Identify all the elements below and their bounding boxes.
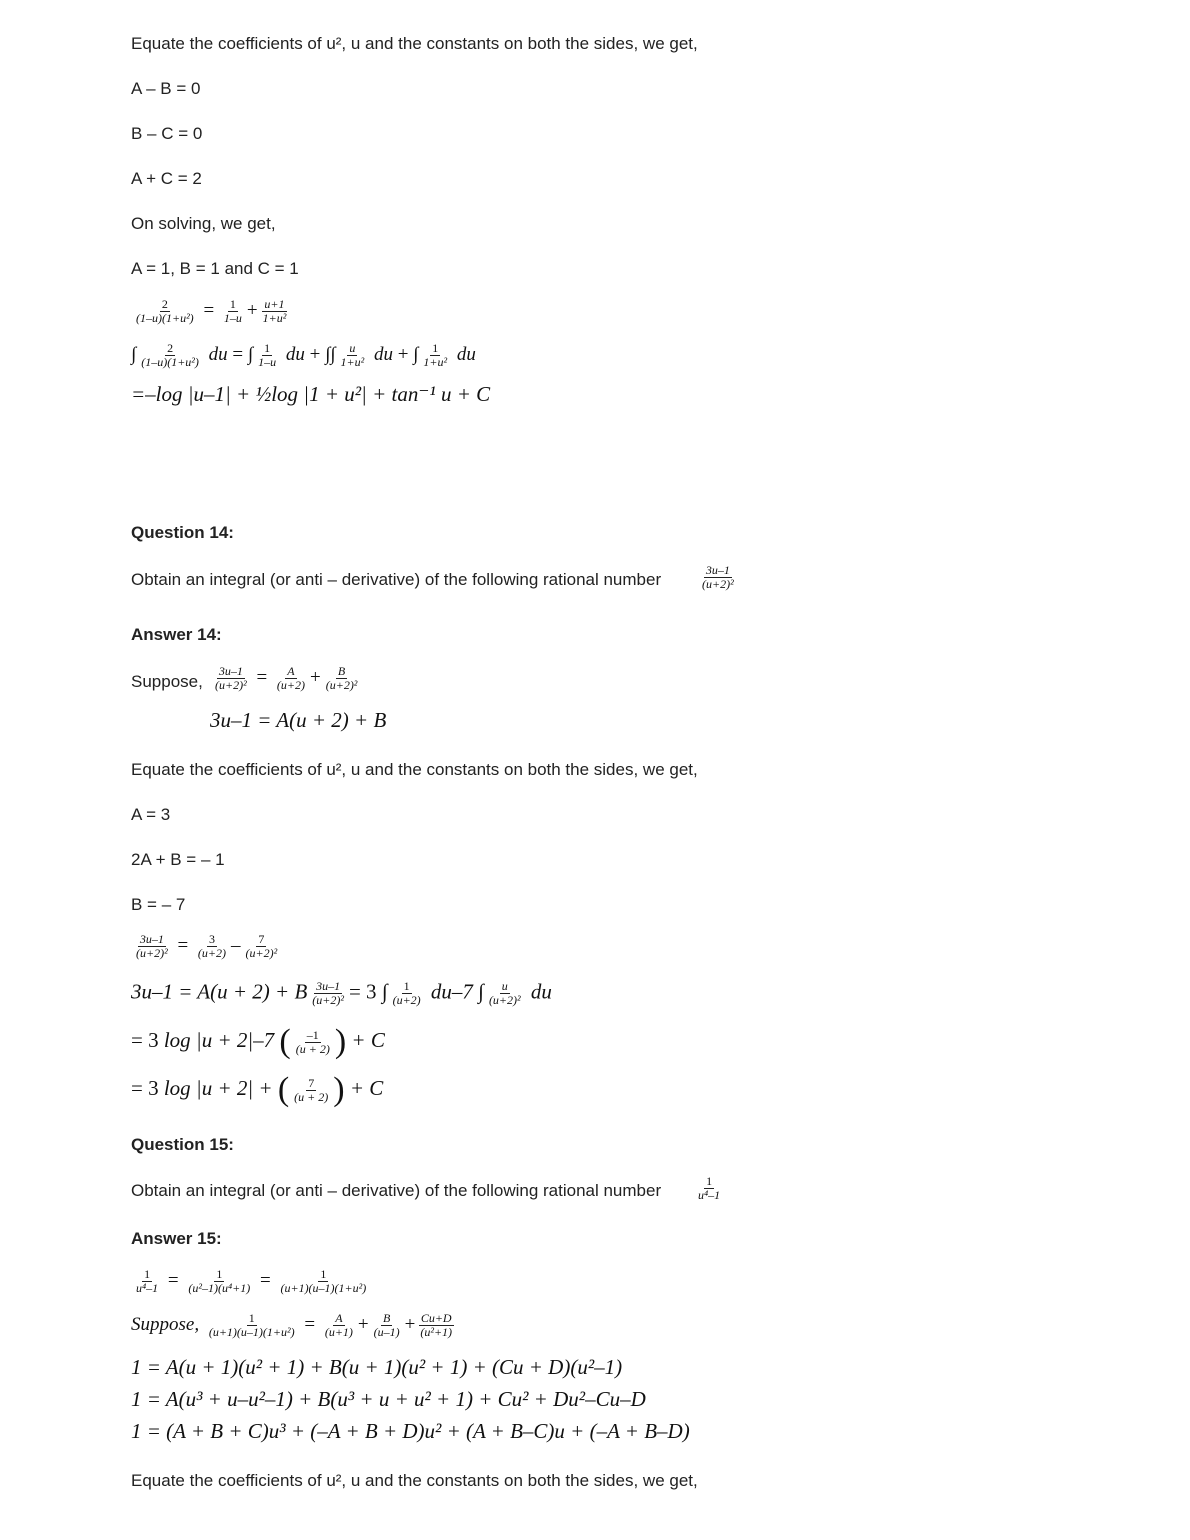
text-line: Equate the coefficients of u², u and the constants on both the sides, we get, [131, 1471, 698, 1490]
math-decomposition-values: $\frac{3u-1}{\text{(u+2)²}}$ = $\frac{3}{(u+2)}$ – $\frac{7}{\text{(u+2)²}}$ [136, 932, 278, 960]
math-integral-result: =–log |u–1| + ½log |1 + u²| + tan⁻¹ u + C [131, 382, 491, 406]
solution-values: A = 1, B = 1 and C = 1 [131, 259, 299, 278]
math-result-14-step: = 3 log |u + 2|–7 ( $\frac{-1}{(u + 2)}$ ) + C [131, 1023, 385, 1060]
question-15-title: Question 15: [131, 1135, 234, 1154]
answer-15-title: Answer 15: [131, 1229, 222, 1248]
question-14-text: Obtain an integral (or anti – derivative) of the following rational number [131, 570, 662, 589]
math-result-14-final: = 3 log |u + 2| + ( $\frac{7}{(u + 2)}$ ) + C [131, 1071, 384, 1108]
suppose-label: Suppose, [131, 672, 203, 691]
text-line: Equate the coefficients of u², u and the constants on both the sides, we get, [131, 760, 698, 779]
math-linear-equation: 3u–1 = A(u + 2) + B [210, 708, 387, 732]
math-integral-setup: ∫ $\frac{2}{\text{(1–u)(1+u²)}}$ du = ∫ $\frac{1}{1-u}$ du + ∫∫ $\frac{u}{\text{1+u²}}$ du + ∫ $\frac{1}{\text{1+u²}}$ du [131, 341, 476, 369]
equation-b-minus-c: B – C = 0 [131, 124, 203, 143]
question-14-fraction: $\frac{3u-1}{\text{(u+2)²}}$ [702, 563, 734, 591]
math-suppose-decomposition: $\frac{3u-1}{\text{(u+2)²}}$ = $\frac{A}{(u+2)}$ + $\frac{B}{\text{(u+2)²}}$ [215, 664, 358, 692]
math-expansion-2: 1 = A(u³ + u–u²–1) + B(u³ + u + u² + 1) + Cu² + Du²–Cu–D [131, 1387, 646, 1411]
question-15-fraction: $\frac{1}{\text{u⁴–1}}$ [698, 1174, 721, 1202]
math-suppose-15: Suppose, $\frac{1}{\text{(u+1)(u–1)(1+u²)}}$ = $\frac{A}{(u+1)}$ + $\frac{B}{(u-1)}$ + $\frac{Cu+D}{\text{(u²+1)}}$ [131, 1311, 453, 1339]
answer-14-title: Answer 14: [131, 625, 222, 644]
result-b: B = – 7 [131, 895, 186, 914]
math-partial-fraction: $\frac{2}{\text{(1–u)(1+u²)}}$ = $\frac{1}{1-u}$ + $\frac{u+1}{\text{1+u²}}$ [136, 297, 287, 325]
math-factorization: $\frac{1}{\text{u⁴–1}}$ = $\frac{1}{\text{(u²–1)(u⁴+1)}}$ = $\frac{1}{\text{(u+1)(u–1)(1+u²)}}$ [136, 1267, 367, 1295]
math-expansion-1: 1 = A(u + 1)(u² + 1) + B(u + 1)(u² + 1) + (Cu + D)(u²–1) [131, 1355, 623, 1379]
equation-a-minus-b: A – B = 0 [131, 79, 201, 98]
result-2a-plus-b: 2A + B = – 1 [131, 850, 225, 869]
text-line: On solving, we get, [131, 214, 276, 233]
question-15-text: Obtain an integral (or anti – derivative) of the following rational number [131, 1181, 662, 1200]
equation-a-plus-c: A + C = 2 [131, 169, 202, 188]
math-integral-14: 3u–1 = A(u + 2) + B $\frac{3u-1}{\text{(u+2)²}}$ = 3 ∫ $\frac{1}{(u+2)}$ du–7 ∫ $\frac{u}{\text{(u+2)²}}$ du [131, 979, 552, 1007]
text-line: Equate the coefficients of u², u and the constants on both the sides, we get, [131, 34, 698, 53]
math-expansion-3: 1 = (A + B + C)u³ + (–A + B + D)u² + (A + B–C)u + (–A + B–D) [131, 1419, 690, 1443]
question-14-title: Question 14: [131, 523, 234, 542]
result-a: A = 3 [131, 805, 171, 824]
